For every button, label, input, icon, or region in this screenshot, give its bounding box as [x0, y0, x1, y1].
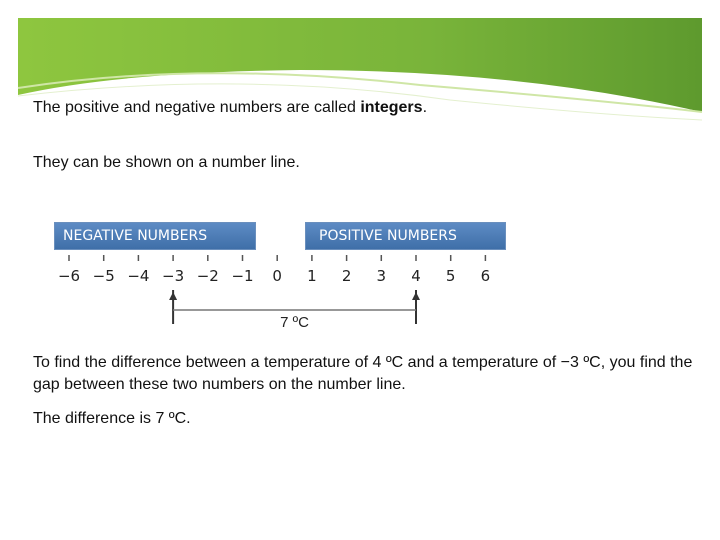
tick-label: 2	[341, 267, 352, 285]
tick-label: 0	[272, 267, 282, 285]
negative-numbers-label: NEGATIVE NUMBERS	[54, 222, 256, 250]
tick-label: −3	[162, 267, 185, 285]
tick-label: −2	[196, 267, 219, 285]
positive-numbers-label: POSITIVE NUMBERS	[305, 222, 506, 250]
tick-label: 4	[411, 267, 421, 285]
difference-explanation: To find the difference between a temperature of 4 ºC and a temperature of −3 ºC, you find the gap between these two numbers on the number line.	[33, 354, 693, 393]
tick-label: −1	[231, 267, 254, 285]
interval-end-arrow	[412, 292, 420, 300]
tick-label: 5	[445, 267, 456, 285]
difference-label: 7 ºC	[280, 314, 309, 331]
interval-start-arrow	[169, 292, 177, 300]
difference-result: The difference is 7 ºC.	[33, 410, 191, 427]
number-line-sentence: They can be shown on a number line.	[33, 154, 300, 171]
tick-label: −5	[92, 267, 115, 285]
tick-label: −4	[127, 267, 150, 285]
integers-term: integers	[360, 99, 423, 116]
tick-label: −6	[57, 267, 81, 285]
tick-label: 3	[376, 267, 387, 285]
tick-label: 6	[480, 267, 491, 285]
tick-label: 1	[307, 267, 317, 285]
integers-sentence: The positive and negative numbers are called integers.	[33, 99, 428, 116]
